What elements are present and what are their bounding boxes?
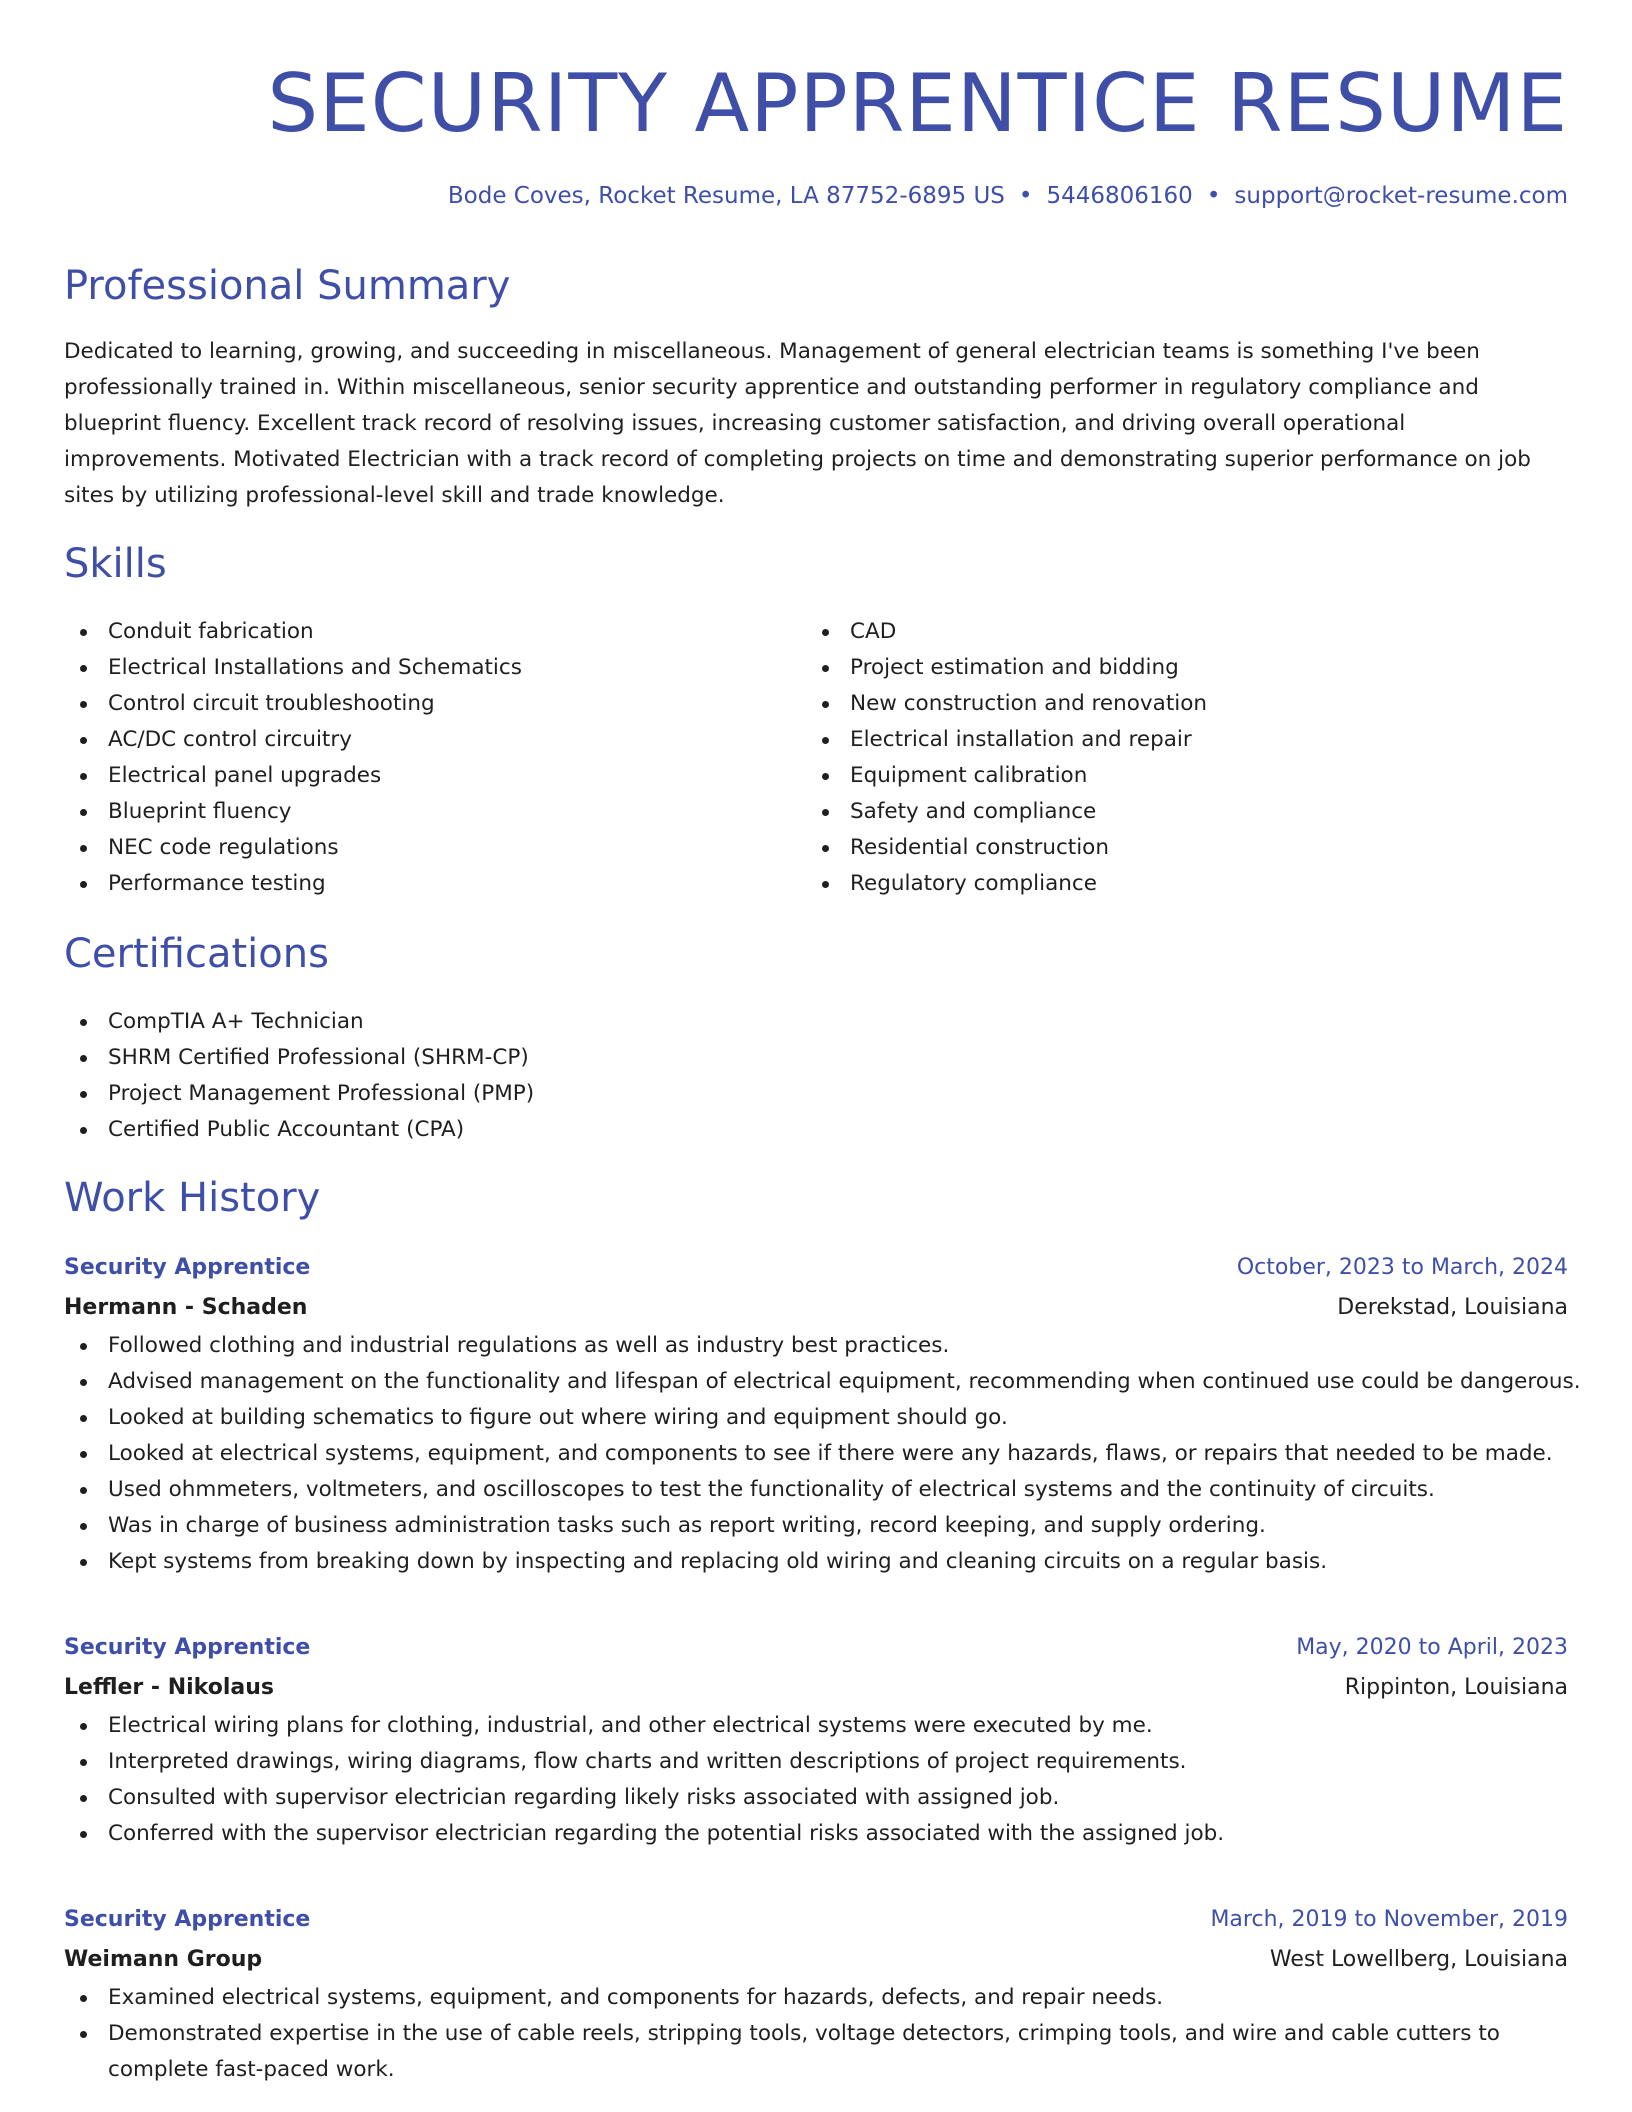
job-title-row	[64, 1900, 1568, 1940]
skill-item: Conduit fabrication	[64, 614, 522, 650]
job-duties-list	[64, 1328, 1581, 1580]
job-dates: March, 2019 to November, 2019	[1210, 1907, 1568, 1932]
summary-text: Dedicated to learning, growing, and succeeding in miscellaneous. Management of general electrician teams is something I've been professionally trained in. Within miscellaneous, senior security apprentice and outstanding performer in regulatory compliance and blueprint fluency. Excellent track record of resolving issues, increasing customer satisfaction, and driving overall operational improvements. Motivated Electrician with a track record of completing projects on time and demonstrating superior performance on job sites by utilizing professional-level skill and trade knowledge.	[64, 339, 1531, 508]
skill-item: Blueprint fluency	[64, 794, 522, 830]
job-entry	[64, 1628, 1568, 1852]
job-duty-item: Was in charge of business administration tasks such as report writing, record keeping, and supply ordering.	[64, 1508, 1568, 1544]
job-location: Rippinton, Louisiana	[1344, 1675, 1568, 1700]
skill-item: Safety and compliance	[806, 794, 1207, 830]
job-duty-item: Examined electrical systems, equipment, and components for hazards, defects, and repair needs.	[64, 1980, 1568, 2016]
job-company-row	[64, 1668, 1568, 1708]
contact-separator: •	[1206, 183, 1221, 209]
job-company-row	[64, 1288, 1568, 1328]
job-title-row	[64, 1628, 1568, 1668]
job-duty-item: Conferred with the supervisor electrician regarding the potential risks associated with the assigned job.	[64, 1816, 1568, 1852]
job-duty-item: Electrical wiring plans for clothing, industrial, and other electrical systems were executed by me.	[64, 1708, 1568, 1744]
job-title: Security Apprentice	[64, 1255, 311, 1280]
skill-item: CAD	[806, 614, 1207, 650]
job-title: Security Apprentice	[64, 1635, 311, 1660]
skill-item: Electrical panel upgrades	[64, 758, 522, 794]
job-company: Leffler - Nikolaus	[64, 1675, 274, 1700]
skill-item: Performance testing	[64, 866, 522, 902]
job-company-row	[64, 1940, 1568, 1980]
skill-item: Regulatory compliance	[806, 866, 1207, 902]
certifications-list	[64, 1004, 534, 1148]
job-company: Weimann Group	[64, 1947, 263, 1972]
skill-item: Residential construction	[806, 830, 1207, 866]
job-duty-item: Used ohmmeters, voltmeters, and oscilloscopes to test the functionality of electrical systems and the continuity of circuits.	[64, 1472, 1568, 1508]
resume-title: SECURITY APPRENTICE RESUME	[267, 57, 1568, 150]
job-duty-item: Demonstrated expertise in the use of cable reels, stripping tools, voltage detectors, crimping tools, and wire and cable cutters to complete fast-paced work.	[64, 2016, 1568, 2088]
job-duty-item: Consulted with supervisor electrician regarding likely risks associated with assigned job.	[64, 1780, 1568, 1816]
skill-item: Equipment calibration	[806, 758, 1207, 794]
skills-heading: Skills	[64, 541, 167, 587]
contact-email[interactable]: support@rocket-resume.com	[1234, 183, 1568, 209]
work-history-heading: Work History	[64, 1175, 321, 1221]
job-duty-item: Interpreted drawings, wiring diagrams, flow charts and written descriptions of project requirements.	[64, 1744, 1568, 1780]
job-dates: October, 2023 to March, 2024	[1236, 1255, 1568, 1280]
job-duties-list	[64, 1708, 1568, 1852]
job-dates: May, 2020 to April, 2023	[1296, 1635, 1568, 1660]
job-entry	[64, 1900, 1568, 2088]
job-duty-item: Followed clothing and industrial regulations as well as industry best practices.	[64, 1328, 1568, 1364]
skills-list-left	[64, 614, 522, 902]
contact-separator: •	[1018, 183, 1033, 209]
skill-item: NEC code regulations	[64, 830, 522, 866]
job-company: Hermann - Schaden	[64, 1295, 308, 1320]
summary-heading: Professional Summary	[64, 263, 511, 309]
skill-item: Project estimation and bidding	[806, 650, 1207, 686]
job-duty-item: Looked at electrical systems, equipment, and components to see if there were any hazards, flaws, or repairs that needed to be made.	[64, 1436, 1568, 1472]
skill-item: Electrical Installations and Schematics	[64, 650, 522, 686]
contact-address: Bode Coves, Rocket Resume, LA 87752-6895 US	[447, 183, 1005, 209]
job-duty-item: Looked at building schematics to figure out where wiring and equipment should go.	[64, 1400, 1568, 1436]
skill-item: Control circuit troubleshooting	[64, 686, 522, 722]
contact-phone: 5446806160	[1046, 183, 1193, 209]
certifications-heading: Certifications	[64, 931, 329, 977]
job-location: West Lowellberg, Louisiana	[1269, 1947, 1568, 1972]
job-duty-item: Advised management on the functionality and lifespan of electrical equipment, recommending when continued use could be dangerous.	[64, 1364, 1568, 1400]
skills-list-right	[806, 614, 1207, 902]
certification-item: CompTIA A+ Technician	[64, 1004, 534, 1040]
certification-item: SHRM Certified Professional (SHRM-CP)	[64, 1040, 534, 1076]
certification-item: Project Management Professional (PMP)	[64, 1076, 534, 1112]
job-entry	[64, 1248, 1581, 1580]
certification-item: Certified Public Accountant (CPA)	[64, 1112, 534, 1148]
job-title-row	[64, 1248, 1568, 1288]
job-title: Security Apprentice	[64, 1907, 311, 1932]
skill-item: Electrical installation and repair	[806, 722, 1207, 758]
contact-line	[448, 180, 1568, 212]
job-duties-list	[64, 1980, 1568, 2088]
skill-item: New construction and renovation	[806, 686, 1207, 722]
skill-item: AC/DC control circuitry	[64, 722, 522, 758]
job-duty-item: Kept systems from breaking down by inspecting and replacing old wiring and cleaning circuits on a regular basis.	[64, 1544, 1568, 1580]
job-location: Derekstad, Louisiana	[1337, 1295, 1568, 1320]
